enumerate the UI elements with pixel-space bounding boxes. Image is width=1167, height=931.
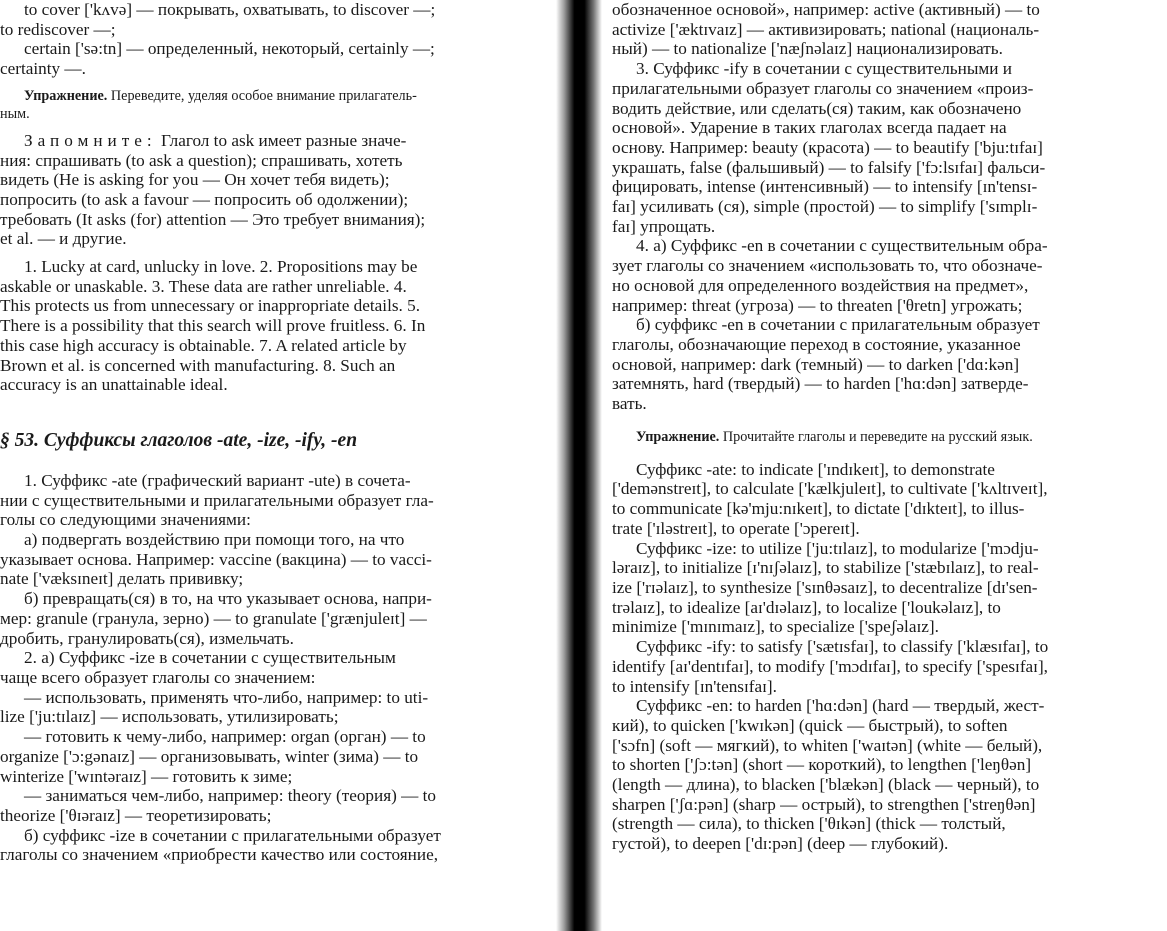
body-line: to intensify [ɪn'tensɪfaɪ]. [612,676,777,696]
body-line: trate ['ɪləstreɪt], to operate ['ɔpereɪt]. [612,518,860,538]
sentence-line: this case high accuracy is obtainable. 7. A related article by [0,335,407,355]
body-line: — использовать, применять что-либо, например: to uti- [24,687,429,707]
exercise-instruction [612,428,1167,446]
exercise-text: Прочитайте глаголы и переведите на русский язык. [722,428,1033,445]
body-line: б) суффикс -ize в сочетании с прилагательными образует [24,825,441,845]
body-line: б) суффикс -en в сочетании с прилагательным образует [636,315,1040,335]
body-line: зует глаголы со значением «использовать то, что обозначе- [612,256,1043,276]
body-line: — заниматься чем-либо, например: theory (теория) — to [24,786,436,806]
book-spine [556,0,602,931]
body-line: trəlaɪz], to idealize [aɪ'dɪəlaɪz], to localize ['loukəlaɪz], to [612,597,1001,617]
exercise-label: Упражнение. [24,87,108,104]
body-line: ['demənstreɪt], to calculate ['kælkjuleɪt], to cultivate ['kʌltɪveɪt], [612,479,1048,499]
body-line: прилагательными образует глаголы со значением «произ- [612,78,1034,98]
section-heading: § 53. Суффиксы глаголов -ate, -ize, -ify, -en [0,429,358,451]
body-line: nate ['væksɪneɪt] делать прививку; [0,569,244,589]
body-line: глаголы, обозначающие переход в состояние, указанное [612,334,1021,354]
body-line: theorize ['θɪəraɪz] — теоретизировать; [0,805,272,825]
body-line: основу. Например: beauty (красота) — to beautify ['bju:tɪfaɪ] [612,137,1043,157]
remember-line: ния: спрашивать (to ask a question); спрашивать, хотеть [0,150,403,170]
body-line: чаще всего образует глаголы со значением: [0,667,316,687]
sentence-line: Brown et al. is concerned with manufacturing. 8. Such an [0,355,396,375]
exercise-instruction [0,87,539,105]
body-line: — готовить к чему-либо, например: organ (орган) — to [24,727,426,747]
body-line: Суффикс -en: to harden ['hɑ:dən] (hard — твердый, жест- [636,696,1045,716]
vocab-line: to cover ['kʌvə] — покрывать, охватывать, to discover —; [24,0,436,19]
body-line: основой, например: dark (темный) — to darken ['dɑ:kən] [612,354,1020,374]
sentence-line: accuracy is an unattainable ideal. [0,375,228,395]
remember-text: Глагол to ask имеет разные значе- [160,130,407,150]
body-line: указывает основа. Например: vaccine (вакцина) — to vacci- [0,549,432,569]
body-line: голы со следующими значениями: [0,510,251,530]
body-line: to communicate [kə'mju:nɪkeɪt], to dictate ['dɪkteɪt], to illus- [612,499,1025,519]
remember-line: видеть (He is asking for you — Он хочет тебя видеть); [0,170,390,190]
body-line: но основой для определенного воздействия на предмет», [612,275,1029,295]
body-line: кий), to quicken ['kwɪkən] (quick — быстрый), to soften [612,715,1008,735]
body-line: 3. Суффикс -ify в сочетании с существительными и [636,59,1012,79]
body-line: to shorten ['ʃɔ:tən] (short — короткий), to lengthen ['leŋθən] [612,755,1032,775]
right-page [612,0,1167,931]
body-line: мер: granule (гранула, зерно) — to granulate ['grænjuleɪt] — [0,608,427,628]
vocab-line: to rediscover —; [0,19,116,39]
body-line: ный) — to nationalize ['næʃnəlaɪz] национализировать. [612,39,1003,59]
body-line: Суффикс -ize: to utilize ['ju:tɪlaɪz], to modularize ['mɔdju- [636,538,1039,558]
body-line: фицировать, intense (интенсивный) — to intensify [ɪn'tensɪ- [612,177,1038,197]
body-line: organize ['ɔ:gənaɪz] — организовывать, winter (зима) — to [0,746,419,766]
body-line: ['sɔfn] (soft — мягкий), to whiten ['waɪtən] (white — белый), [612,735,1043,755]
body-line: основой». Ударение в таких глаголах всегда падает на [612,118,1007,138]
body-line: затемнять, hard (твердый) — to harden ['hɑ:dən] затверде- [612,374,1029,394]
body-line: lize ['ju:tɪlaɪz] — использовать, утилизировать; [0,707,339,727]
body-line: дробить, гранулировать(ся), измельчать. [0,628,294,648]
body-line: (strength — сила), to thicken ['θɪkən] (thick — толстый, [612,814,1006,834]
remember-line: попросить (to ask a favour — попросить об одолжении); [0,189,409,209]
body-line: густой), to deepen ['dɪ:pən] (deep — глубокий). [612,834,949,854]
remember-line: et al. — и другие. [0,229,127,249]
body-line: например: threat (угроза) — to threaten ['θretn] угрожать; [612,295,1023,315]
body-line: minimize ['mɪnɪmaɪz], to specialize ['speʃəlaɪz]. [612,617,939,637]
body-line: 4. а) Суффикс -en в сочетании с существительным обра- [636,236,1048,256]
body-line: activize ['æktɪvaɪz] — активизировать; national (националь- [612,19,1040,39]
body-line: Суффикс -ate: to indicate ['ɪndɪkeɪt], to demonstrate [636,459,995,479]
body-line: водить действие, или сделать(ся) таким, как обозначено [612,98,1022,118]
body-line: sharpen ['ʃɑ:pən] (sharp — острый), to strengthen ['streŋθən] [612,794,1036,814]
body-line: (length — длина), to blacken ['blækən] (black — черный), to [612,775,1040,795]
exercise-label: Упражнение. [636,428,720,445]
body-line: нии с существительными и прилагательными образует гла- [0,490,434,510]
body-line: faɪ] усиливать (ся), simple (простой) — to simplify ['sɪmplɪ- [612,197,1038,217]
sentence-line: This protects us from unnecessary or inappropriate details. 5. [0,296,421,316]
exercise-text-cont: ным. [0,105,30,122]
body-line: 2. а) Суффикс -ize в сочетании с существительным [24,648,396,668]
exercise-text: Переведите, уделяя особое внимание прилагатель- [110,87,417,104]
body-line: б) превращать(ся) в то, на что указывает основа, напри- [24,589,432,609]
sentence-line: There is a possibility that this search will prove fruitless. 6. In [0,316,426,336]
body-line: обозначенное основой», например: active (активный) — to [612,0,1040,19]
body-line: winterize ['wɪntəraɪz] — готовить к зиме; [0,766,293,786]
left-page [0,0,548,931]
vocab-line: certainty —. [0,59,86,79]
body-line: ləraɪz], to initialize [ɪ'nɪʃəlaɪz], to stabilize ['stæbɪlaɪz], to real- [612,558,1039,578]
body-line: Суффикс -ify: to satisfy ['sætɪsfaɪ], to classify ['klæsɪfaɪ], to [636,637,1049,657]
body-line: глаголы со значением «приобрести качество или состояние, [0,845,439,865]
remember-label: Запомните: [24,130,157,150]
body-line: identify [aɪ'dentɪfaɪ], to modify ['mɔdɪfaɪ], to specify ['spesɪfaɪ], [612,656,1048,676]
body-line: а) подвергать воздействию при помощи того, на что [24,530,405,550]
vocab-line: certain ['sə:tn] — определенный, некоторый, certainly —; [24,39,435,59]
sentence-line: 1. Lucky at card, unlucky in love. 2. Propositions may be [24,257,418,277]
body-line: faɪ] упрощать. [612,216,716,236]
body-line: ize ['rɪəlaɪz], to synthesize ['sɪnθəsaɪz], to decentralize [dɪ'sen- [612,577,1038,597]
body-line: украшать, false (фальшивый) — to falsify ['fɔ:lsɪfaɪ] фальси- [612,157,1046,177]
remember-line [0,131,539,151]
body-line: вать. [612,394,647,414]
remember-line: требовать (It asks (for) attention — Это требует внимания); [0,209,426,229]
body-line: 1. Суффикс -ate (графический вариант -ute) в сочета- [24,470,411,490]
sentence-line: askable or unaskable. 3. These data are rather unreliable. 4. [0,276,407,296]
